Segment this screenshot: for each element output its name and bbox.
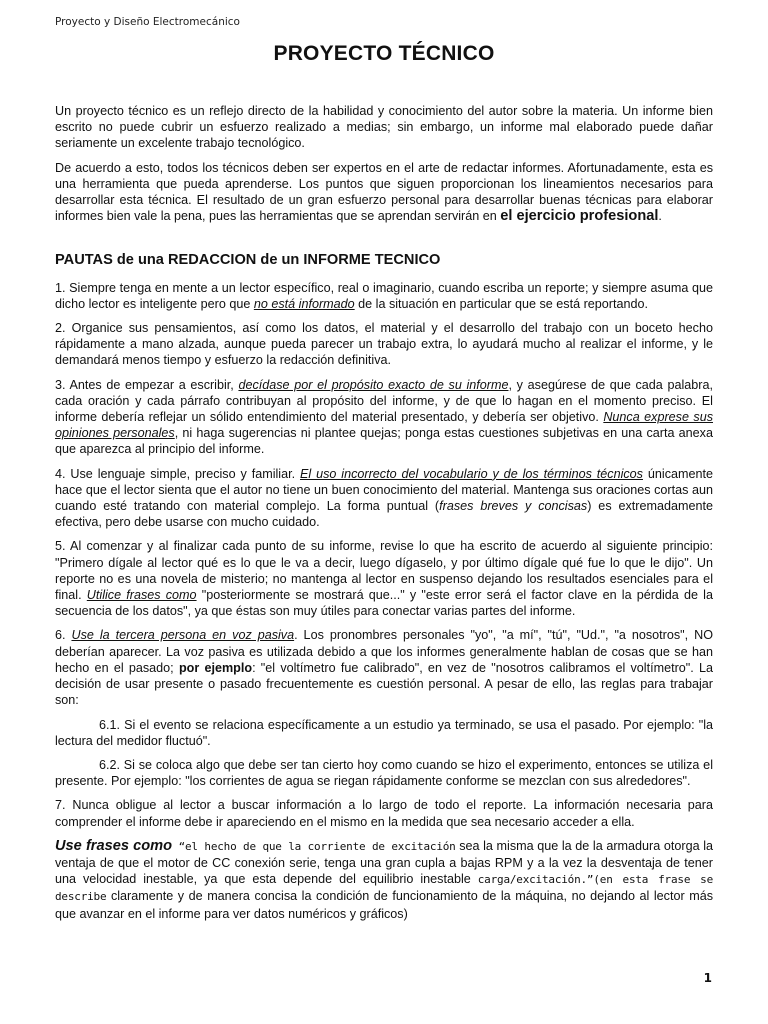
closing-label: Use frases como — [55, 837, 173, 854]
guideline-item-6-2: 6.2. Si se coloca algo que debe ser tan cierto hoy como cuando se hizo el experimento, entonces se utiliza el presente. Por ejemplo: "los corrientes de agua se riegan rápidamente conforme se mezclan con sus alrededores". — [55, 757, 713, 789]
intro-p2-emphasis: el ejercicio profesional — [500, 208, 659, 225]
running-header: Proyecto y Diseño Electromecánico — [55, 16, 240, 28]
item-3-emphasis-1: decídase por el propósito exacto de su informe — [238, 377, 509, 392]
item-4-text-b: únicamente hace que el lector sienta que el autor no tiene un buen conocimiento del material. Mantenga sus oraciones cortas aun cuando esté tratando con material complejo. La forma puntual ( — [55, 466, 713, 514]
intro-p2-end: . — [658, 209, 662, 224]
item-6-text-c: : "el voltímetro fue calibrado", en vez de "nosotros calibramos el voltímetro". La decisión de usar presente o pasado frecuentemente es cuestión personal. A pesar de ello, las reglas para trabajar son: — [55, 660, 714, 708]
guideline-item-6 — [55, 627, 713, 708]
item-6-text-b: . Los pronombres personales "yo", "a mí", "tú", "Ud.", "a nosotros", NO deberían aparecer. La voz pasiva es utilizada debido a que los informes generalmente hablan de cosas que se han hecho en el pasado; — [55, 628, 713, 675]
page-title: PROYECTO TÉCNICO — [273, 42, 495, 65]
closing-quote-1: “el hecho de que la corriente de excitación — [172, 839, 456, 853]
item-6-bold: por ejemplo — [178, 660, 253, 675]
guideline-item-5 — [55, 538, 713, 619]
item-6-text-a: 6. — [55, 628, 72, 643]
item-4-text-c: ) es extremadamente efectiva, pero debe usarse con mucho cuidado. — [55, 499, 714, 530]
item-4-text-a: 4. Use lenguaje simple, preciso y familiar. — [55, 466, 300, 481]
item-3-text-b: , y asegúrese de que cada palabra, cada oración y cada párrafo contribuyan al propósito del informe, y de que lo hagan en el momento preciso. El informe debería reflejar un sólido entendimiento del material presentado, y debería ser objetivo. — [55, 377, 713, 425]
document-body — [55, 103, 713, 930]
item-6-emphasis: Use la tercera persona en voz pasiva — [71, 628, 295, 643]
item-1-emphasis: no está informado — [253, 296, 355, 311]
item-3-emphasis-2: Nunca exprese sus opiniones personales — [55, 410, 713, 441]
closing-quote-2: carga/excitación.”(en esta frase se describe — [55, 873, 713, 904]
item-5-emphasis: Utilice frases como — [86, 588, 197, 603]
guideline-item-3 — [55, 377, 713, 458]
guideline-item-7: 7. Nunca obligue al lector a buscar información a lo largo de todo el reporte. La información necesaria para comprender el informe debe ir apareciendo en el mismo en la medida que sea necesario acceder a ella. — [55, 798, 713, 829]
closing-text-2: claramente y de manera concisa la condición de funcionamiento de la máquina, no dejando al lector más que avanzar en el informe para ver datos numéricos y gráficos) — [55, 889, 713, 921]
item-5-text-b: "posteriormente se mostrará que..." y "este error será el factor clave en la pérdida de la secuencia de los datos", ya que éstas son muy útiles para conectar varias partes del informe. — [55, 588, 713, 619]
guideline-item-4 — [55, 466, 713, 531]
closing-text-1: sea la misma que la de la armadura otorga la ventaja de que el motor de CC conexión serie, tenga una gran cupla a bajas RPM y a la vez la desventaja de tener una velocidad inestable, ya que esta depende del equilibrio inestable — [55, 838, 713, 887]
intro-p2-text: De acuerdo a esto, todos los técnicos deben ser expertos en el arte de redactar informes. Afortunadamente, esta es una herramienta que pueda aprenderse. Los puntos que siguen proporcionan los lineamientos necesarios para desarrollar esta técnica. El resultado de un gran esfuerzo personal para desarrollar buenas técnicas para elaborar informes bien vale la pena, pues las herramientas que se aprendan servirán en — [55, 160, 713, 224]
intro-paragraph-1: Un proyecto técnico es un reflejo directo de la habilidad y conocimiento del autor sobre la materia. Un informe bien escrito no puede cubrir un esfuerzo realizado a medias; sin embargo, un informe mal elaborado puede dañar seriamente un excelente trabajo tecnológico. — [55, 104, 713, 151]
item-1-text-a: 1. Siempre tenga en mente a un lector específico, real o imaginario, cuando escriba un reporte; y siempre asuma que dicho lector es inteligente pero que — [55, 280, 713, 311]
item-4-emphasis: El uso incorrecto del vocabulario y de los términos técnicos — [299, 466, 643, 481]
guideline-item-6-1: 6.1. Si el evento se relaciona específicamente a un estudio ya terminado, se usa el pasado. Por ejemplo: "la lectura del medidor fluctuó". — [55, 717, 713, 748]
item-1-text-b: de la situación en particular que se está reportando. — [354, 296, 648, 311]
item-5-text-a: 5. Al comenzar y al finalizar cada punto de su informe, revise lo que ha escrito de acuerdo al siguiente principio: "Primero dígale al lector qué es lo que le va a decir, luego dígaselo, y por último dígale qué fue lo que le dijo". Un reporte no es una novela de misterio; no mantenga al lector en suspenso dejando los resultados esenciales para el final. — [55, 539, 713, 603]
guideline-item-2: 2. Organice sus pensamientos, así como los datos, el material y el desarrollo del trabajo con un boceto hecho rápidamente a mano alzada, aunque pueda parecer un trabajo extra, lo ayudará mucho al realizar el informe, y le demandará menos tiempo y esfuerzo la redacción definitiva. — [55, 321, 713, 368]
page-number: 1 — [703, 971, 712, 985]
guideline-item-1 — [55, 280, 713, 312]
intro-paragraph-2 — [55, 160, 713, 225]
item-3-text-c: , ni haga sugerencias ni plantee quejas; ponga estas cuestiones subjetivas en una carta anexa que aparezca al principio del informe. — [55, 426, 713, 457]
closing-paragraph — [55, 838, 713, 922]
item-3-text-a: 3. Antes de empezar a escribir, — [55, 377, 239, 392]
item-4-italic: frases breves y concisas — [439, 499, 588, 514]
section-heading: PAUTAS de una REDACCION de un INFORME TECNICO — [55, 252, 441, 269]
